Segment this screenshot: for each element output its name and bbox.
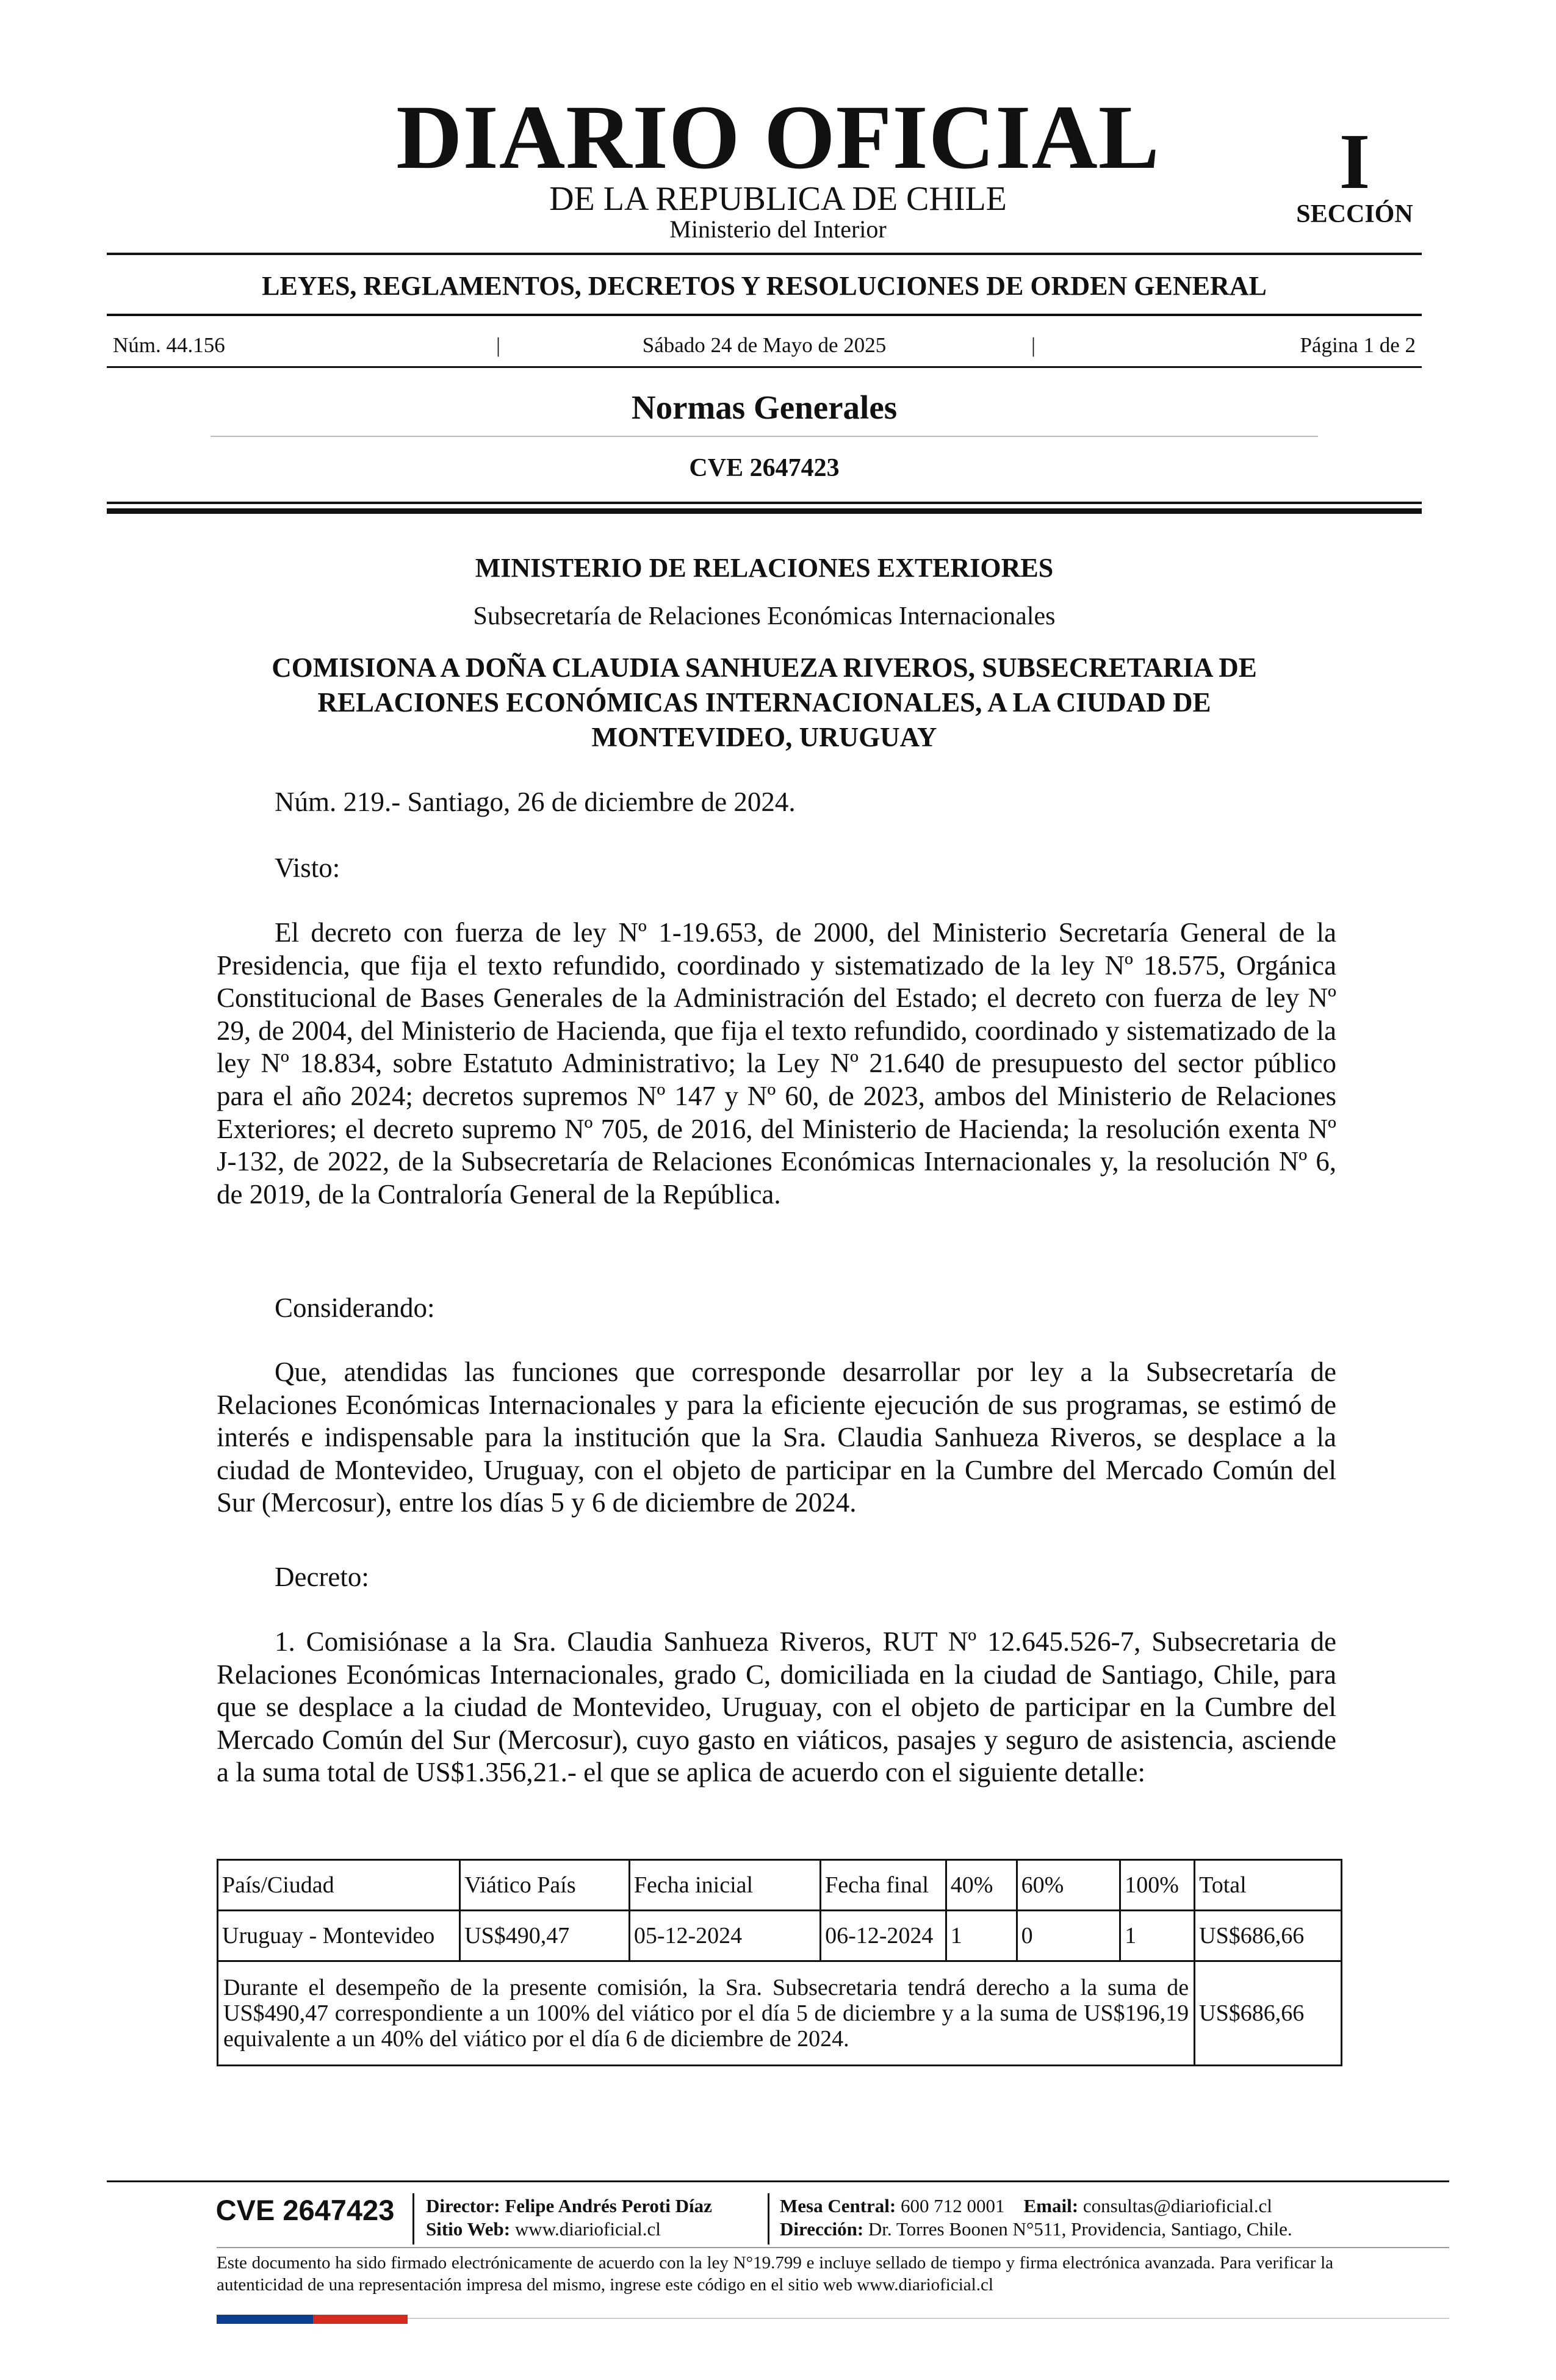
decreto-paragraph: 1. Comisiónase a la Sra. Claudia Sanhueza Riveros, RUT Nº 12.645.526-7, Subsecretaria de Relaciones Económicas Internacionales, grado C, domiciliada en la ciudad de Santiago, Chile, para que se desplace a la ciudad de Montevideo, Uruguay, con el objeto de participar en la Cumbre del Mercado Común del Sur (Mercosur), cuyo gasto en viáticos, pasajes y seguro de asistencia, asciende a la suma total de US$1.356,21.- el que se aplica de acuerdo con el siguiente detalle: <box>217 1626 1336 1788</box>
phone-number: 600 712 0001 <box>901 2195 1005 2216</box>
visto-label: Visto: <box>275 853 340 883</box>
table-note-total: US$686,66 <box>1195 1961 1342 2066</box>
footer-cve-code: CVE 2647423 <box>215 2194 395 2226</box>
table-cell: US$686,66 <box>1195 1911 1342 1961</box>
ministry-heading: MINISTERIO DE RELACIONES EXTERIORES <box>475 553 1054 583</box>
page-indicator: Página 1 de 2 <box>1300 333 1416 357</box>
table-header-cell: Total <box>1195 1860 1342 1911</box>
decree-number-line: Núm. 219.- Santiago, 26 de diciembre de 2024. <box>275 787 796 817</box>
footer-legal-notice: Este documento ha sido firmado electrónicamente de acuerdo con la ley N°19.799 e incluye sellado de tiempo y firma electrónica avanzada. Para verificar la autenticidad de una representación impresa del mismo, ingrese este código en el sitio web www.diarioficial.cl <box>217 2253 1333 2295</box>
newspaper-subtitle: DE LA REPUBLICA DE CHILE <box>549 180 1007 218</box>
table-header-cell: Viático País <box>460 1860 630 1911</box>
decree-title: COMISIONA A DOÑA CLAUDIA SANHUEZA RIVEROS, SUBSECRETARIA DE RELACIONES ECONÓMICAS INTERNACIONALES, A LA CIUDAD DE MONTEVIDEO, URUGUAY <box>272 652 1257 752</box>
email-link[interactable]: consultas@diarioficial.cl <box>1082 2195 1272 2216</box>
newspaper-title: DIARIO OFICIAL <box>396 87 1160 188</box>
table-note-row <box>218 1961 1342 2066</box>
table-header-cell: 60% <box>1017 1860 1120 1911</box>
footer-bottom-rule <box>408 2318 1449 2319</box>
table-cell: US$490,47 <box>460 1911 630 1961</box>
table-cell: 1 <box>946 1911 1017 1961</box>
decreto-label: Decreto: <box>275 1562 369 1592</box>
footer-rule <box>107 2180 1449 2182</box>
visto-paragraph: El decreto con fuerza de ley Nº 1-19.653, de 2000, del Ministerio Secretaría General de la Presidencia, que fija el texto refundido, coordinado y sistematizado de la ley Nº 18.575, Orgánica Constitucional de Bases Generales de la Administración del Estado; el decreto con fuerza de ley Nº 29, de 2004, del Ministerio de Hacienda, que fija el texto refundido, coordinado y sistematizado de la ley Nº 18.834, sobre Estatuto Administrativo; la Ley Nº 21.640 de presupuesto del sector público para el año 2024; decretos supremos Nº 147 y Nº 60, de 2023, ambos del Ministerio de Relaciones Exteriores; el decreto supremo Nº 705, de 2016, del Ministerio de Hacienda; la resolución exenta Nº J-132, de 2022, de la Subsecretaría de Relaciones Económicas Internacionales y, la resolución Nº 6, de 2019, de la Contraloría General de la República. <box>217 917 1336 1210</box>
director-label: Director: <box>426 2195 500 2216</box>
table-note: Durante el desempeño de la presente comisión, la Sra. Subsecretaria tendrá derecho a la suma de US$490,47 correspondiente a un 100% del viático por el día 5 de diciembre y a la suma de US$196,19 equivalente a un 40% del viático por el día 6 de diciembre de 2024. <box>218 1961 1195 2066</box>
section-label: SECCIÓN <box>1296 200 1413 228</box>
section-title: Normas Generales <box>631 389 898 426</box>
table-header-cell: 40% <box>946 1860 1017 1911</box>
footer-director-block <box>426 2194 768 2241</box>
newspaper-ministry: Ministerio del Interior <box>669 215 887 243</box>
table-header-cell: Fecha inicial <box>629 1860 820 1911</box>
table-cell: 05-12-2024 <box>629 1911 820 1961</box>
footer-contact-block <box>780 2194 1402 2241</box>
viaticos-table <box>217 1859 1342 2066</box>
footer-divider <box>412 2193 414 2245</box>
masthead-rule <box>107 253 1422 255</box>
director-name: Felipe Andrés Peroti Díaz <box>505 2195 712 2216</box>
section-divider <box>211 436 1318 437</box>
table-header-cell: 100% <box>1120 1860 1195 1911</box>
website-label: Sitio Web: <box>426 2218 511 2240</box>
subsecretary-heading: Subsecretaría de Relaciones Económicas Internacionales <box>473 602 1056 630</box>
table-cell: 0 <box>1017 1911 1120 1961</box>
phone-label: Mesa Central: <box>780 2195 896 2216</box>
table-header-cell: Fecha final <box>821 1860 946 1911</box>
table-cell: 1 <box>1120 1911 1195 1961</box>
flag-stripe-red <box>313 2315 408 2324</box>
website-link[interactable]: www.diarioficial.cl <box>514 2218 661 2240</box>
table-cell: Uruguay - Montevideo <box>218 1911 460 1961</box>
considerando-paragraph: Que, atendidas las funciones que corresponde desarrollar por ley a la Subsecretaría de Relaciones Económicas Internacionales y para la eficiente ejecución de sus programas, se estimó de interés e indispensable para la institución que la Sra. Claudia Sanhueza Riveros, se desplace a la ciudad de Montevideo, Uruguay, con el objeto de participar en la Cumbre del Mercado Común del Sur (Mercosur), entre los días 5 y 6 de diciembre de 2024. <box>217 1357 1336 1518</box>
table-cell: 06-12-2024 <box>821 1911 946 1961</box>
address-text: Dr. Torres Boonen N°511, Providencia, Santiago, Chile. <box>868 2218 1292 2240</box>
footer-thin-rule <box>217 2247 1449 2248</box>
table-row <box>218 1911 1342 1961</box>
email-label: Email: <box>1023 2195 1079 2216</box>
address-label: Dirección: <box>780 2218 864 2240</box>
cve-code: CVE 2647423 <box>689 454 840 482</box>
meta-separator: | <box>496 333 501 357</box>
section-number: I <box>1339 118 1371 206</box>
banner-rule <box>107 314 1422 316</box>
table-header-row <box>218 1860 1342 1911</box>
issue-number: Núm. 44.156 <box>113 333 225 357</box>
footer-divider <box>768 2193 769 2245</box>
meta-rule <box>107 366 1422 368</box>
double-rule-bottom <box>107 508 1422 514</box>
masthead-banner: LEYES, REGLAMENTOS, DECRETOS Y RESOLUCIONES DE ORDEN GENERAL <box>262 271 1267 301</box>
double-rule-top <box>107 502 1422 504</box>
considerando-label: Considerando: <box>275 1293 435 1323</box>
meta-separator: | <box>1031 333 1036 357</box>
issue-date: Sábado 24 de Mayo de 2025 <box>642 333 887 357</box>
flag-stripe-blue <box>217 2315 313 2324</box>
table-header-cell: País/Ciudad <box>218 1860 460 1911</box>
